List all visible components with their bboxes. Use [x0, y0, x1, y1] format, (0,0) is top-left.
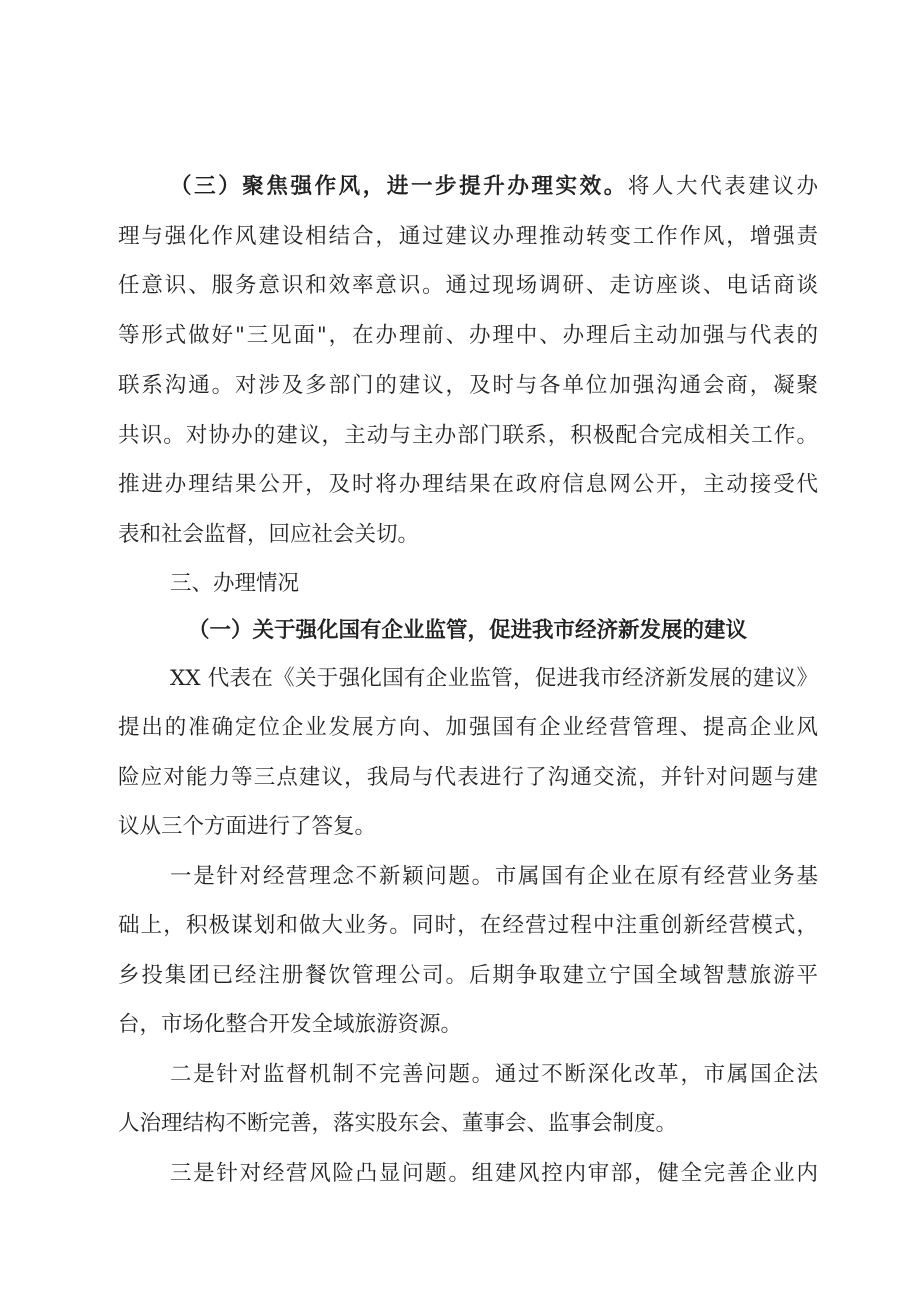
section3-line-2: 理与强化作风建设相结合，通过建议办理推动转变工作作风，增强责: [118, 224, 818, 249]
subsection1-title: （一）关于强化国有企业监管，促进我市经济新发展的建议: [188, 618, 748, 643]
para2-line-2: 础上，积极谋划和做大业务。同时，在经营过程中注重创新经营模式，: [118, 913, 818, 938]
section3-line-8: 表和社会监督，回应社会关切。: [118, 522, 420, 547]
para2-line-3: 乡投集团已经注册餐饮管理公司。后期争取建立宁国全域智慧旅游平: [118, 963, 818, 988]
para2-line-4: 台，市场化整合开发全域旅游资源。: [118, 1012, 463, 1037]
para1-line-4: 议从三个方面进行了答复。: [118, 814, 377, 839]
section3-text-1: 将人大代表建议办: [627, 174, 818, 199]
section3-line-3: 任意识、服务意识和效率意识。通过现场调研、走访座谈、电话商谈: [118, 273, 818, 298]
para2-line-1: 一是针对经营理念不新颖问题。市属国有企业在原有经营业务基: [170, 864, 818, 889]
section3-line-4: 等形式做好"三见面"，在办理前、办理中、办理后主动加强与代表的: [118, 323, 818, 348]
para1-line-1: XX 代表在《关于强化国有企业监管，促进我市经济新发展的建议》: [170, 666, 818, 691]
chapter3-title: 三、办理情况: [170, 571, 300, 596]
para3-line-1: 二是针对监督机制不完善问题。通过不断深化改革，市属国企法: [170, 1062, 818, 1087]
para3-line-2: 人治理结构不断完善，落实股东会、董事会、监事会制度。: [118, 1111, 678, 1136]
section3-line-6: 共识。对协办的建议，主动与主办部门联系，积极配合完成相关工作。: [118, 423, 818, 448]
section3-title: （三）聚焦强作风，进一步提升办理实效。: [170, 174, 628, 199]
section3-line-1: [170, 172, 818, 202]
para1-line-2: 提出的准确定位企业发展方向、加强国有企业经营管理、提高企业风: [118, 715, 818, 740]
para1-line-3: 险应对能力等三点建议，我局与代表进行了沟通交流，并针对问题与建: [118, 765, 818, 790]
section3-line-7: 推进办理结果公开，及时将办理结果在政府信息网公开，主动接受代: [118, 472, 818, 497]
para4-line-1: 三是针对经营风险凸显问题。组建风控内审部，健全完善企业内: [170, 1161, 818, 1186]
section3-line-5: 联系沟通。对涉及多部门的建议，及时与各单位加强沟通会商，凝聚: [118, 373, 818, 398]
